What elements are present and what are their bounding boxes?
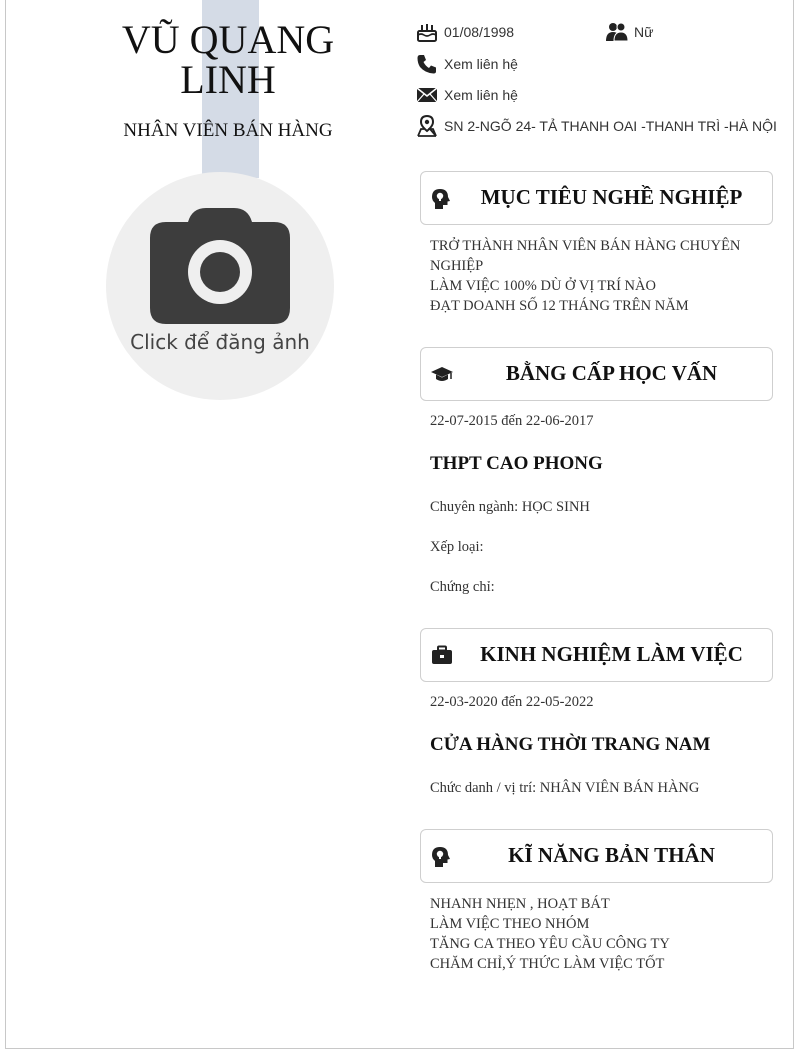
name-line2: LINH <box>180 57 276 102</box>
education-rank: Xếp loại: <box>430 539 484 555</box>
experience-company: CỬA HÀNG THỜI TRANG NAM <box>430 734 711 755</box>
skill-line: TĂNG CA THEO YÊU CẦU CÔNG TY <box>430 936 670 952</box>
address-row <box>416 115 777 137</box>
name-line1: VŨ QUANG <box>121 17 335 62</box>
address-value: SN 2-NGÕ 24- TẢ THANH OAI -THANH TRÌ -HÀ NỘI <box>444 118 777 134</box>
cake-icon <box>416 22 438 42</box>
lightbulb-head-icon <box>431 188 451 210</box>
graduation-cap-icon <box>431 364 453 384</box>
gender-row <box>606 22 653 42</box>
section-title: MỤC TIÊU NGHỀ NGHIỆP <box>480 185 743 209</box>
education-major: Chuyên ngành: HỌC SINH <box>430 499 590 515</box>
skill-line: NHANH NHẸN , HOẠT BÁT <box>430 896 610 912</box>
photo-upload-label: Click để đăng ảnh <box>130 330 310 354</box>
section-title: KINH NGHIỆM LÀM VIỆC <box>480 642 743 666</box>
career-goal-line: ĐẠT DOANH SỐ 12 THÁNG TRÊN NĂM <box>430 298 689 314</box>
email-value[interactable]: Xem liên hệ <box>444 87 518 103</box>
gender-value: Nữ <box>634 24 654 40</box>
skills-text <box>430 894 760 974</box>
briefcase-icon <box>431 645 453 665</box>
phone-row <box>416 54 518 74</box>
career-goal-text <box>430 236 760 316</box>
section-title: BẰNG CẤP HỌC VẤN <box>505 361 718 385</box>
education-period: 22-07-2015 đến 22-06-2017 <box>430 413 594 429</box>
phone-icon <box>416 54 438 74</box>
photo-upload[interactable] <box>106 172 334 400</box>
section-title: KĨ NĂNG BẢN THÂN <box>508 843 715 867</box>
envelope-icon <box>416 85 438 105</box>
education-school: THPT CAO PHONG <box>430 453 603 474</box>
email-row <box>416 85 518 105</box>
experience-period: 22-03-2020 đến 22-05-2022 <box>430 694 594 710</box>
section-education <box>420 347 773 401</box>
candidate-name <box>68 17 388 102</box>
cv-page <box>5 0 794 1049</box>
birthday-value: 01/08/1998 <box>444 24 515 40</box>
users-icon <box>606 22 628 42</box>
map-pin-icon <box>416 115 438 137</box>
skill-line: LÀM VIỆC THEO NHÓM <box>430 916 590 932</box>
section-experience <box>420 628 773 682</box>
career-goal-line: TRỞ THÀNH NHÂN VIÊN BÁN HÀNG CHUYÊN NGHIỆP <box>430 238 741 274</box>
career-goal-line: LÀM VIỆC 100% DÙ Ở VỊ TRÍ NÀO <box>430 278 656 294</box>
camera-icon <box>150 204 290 324</box>
job-title: NHÂN VIÊN BÁN HÀNG <box>123 120 333 141</box>
phone-value[interactable]: Xem liên hệ <box>444 56 518 72</box>
skill-line: CHĂM CHỈ,Ý THỨC LÀM VIỆC TỐT <box>430 956 665 972</box>
section-career-goal <box>420 171 773 225</box>
section-skills <box>420 829 773 883</box>
education-certificate: Chứng chỉ: <box>430 579 495 595</box>
lightbulb-head-icon <box>431 846 451 868</box>
birthday-row <box>416 22 514 42</box>
experience-position: Chức danh / vị trí: NHÂN VIÊN BÁN HÀNG <box>430 780 700 796</box>
